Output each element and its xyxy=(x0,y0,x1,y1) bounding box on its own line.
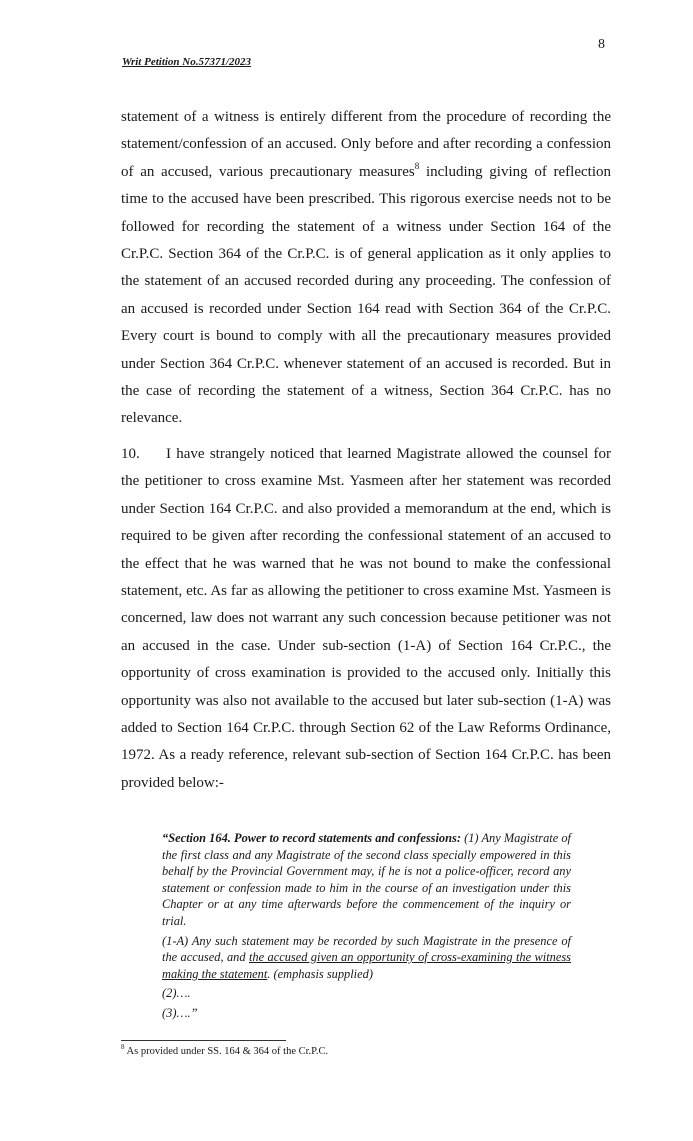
footnote xyxy=(121,1042,329,1057)
paragraph-1 xyxy=(121,104,611,433)
footnote-marker: 8 xyxy=(121,1042,125,1051)
page-number: 8 xyxy=(598,37,605,52)
paragraph-10-text: I have strangely noticed that learned Magistrate allowed the counsel for the petitioner to cross examine Mst. Yasmeen after her statement was recorded under Section 164 Cr.P.C. and also provided a memorandum at the end, which is required to be given after recording the confessional statement of an accused to the effect that he was warned that he was not bound to make the confessional statement, etc. As far as allowing the petitioner to cross examine Mst. Yasmeen is concerned, law does not warrant any such concession because petitioner was not an accused in the case. Under sub-section (1-A) of Section 164 Cr.P.C., the opportunity of cross examination is provided to the accused only. Initially this opportunity was also not available to the accused but later sub-section (1-A) was added to Section 164 Cr.P.C. through Section 62 of the Law Reforms Ordinance, 1972. As a ready reference, relevant sub-section of Section 164 Cr.P.C. has been provided below:- xyxy=(121,446,611,791)
quotation-clause-3: (3)….” xyxy=(162,1005,198,1020)
quotation-clause-1 xyxy=(162,830,571,930)
quotation-clause-1-text: (1) Any Magistrate of the first class and any Magistrate of the second class specially empowered in this behalf by the Provincial Government may, if he is not a police-officer, record any statement or confession made to him in the course of an investigation under this Chapter or at any time afterwards before the commencement of the inquiry or trial. xyxy=(162,831,571,928)
paragraph-1-text-a: statement of a witness is entirely different from the procedure of recording the statement/confession of an accused. Only before and after recording a confession of an accused, various precautionary measures xyxy=(121,109,611,180)
quotation-heading: “Section 164. Power to record statements and confessions: xyxy=(162,831,461,845)
paragraph-number: 10. xyxy=(121,446,140,462)
quotation-emphasis: the accused given an opportunity of cross-examining the witness making the statement xyxy=(162,950,571,981)
case-title: Writ Petition No.57371/2023 xyxy=(122,56,252,68)
quotation-clause-1a xyxy=(162,933,571,983)
paragraph-1-text-b: including giving of reflection time to the accused have been prescribed. This rigorous exercise needs not to be followed for recording the statement of a witness under Section 164 of the Cr.P.C. Section 364 of the Cr.P.C. is of general application as it only applies to the statement of an accused recorded during any proceeding. The confession of an accused is recorded under Section 164 read with Section 364 of the Cr.P.C. Every court is bound to comply with all the precautionary measures provided under Section 364 Cr.P.C. whenever statement of an accused is recorded. But in the case of recording the statement of a witness, Section 364 Cr.P.C. has no relevance. xyxy=(121,163,611,427)
footnote-reference: 8 xyxy=(414,160,420,171)
quotation-clause-1a-text-b: . (emphasis supplied) xyxy=(267,966,373,981)
quotation-clause-1a-text-a: (1-A) Any such statement may be recorded by such Magistrate in the presence of the accused, and xyxy=(162,933,571,965)
footnote-divider xyxy=(121,1040,286,1041)
footnote-text: As provided under SS. 164 & 364 of the Cr.P.C. xyxy=(124,1046,329,1057)
quotation-clause-2: (2)…. xyxy=(162,986,191,1001)
statute-quotation xyxy=(162,830,571,1022)
paragraph-10 xyxy=(121,441,611,797)
